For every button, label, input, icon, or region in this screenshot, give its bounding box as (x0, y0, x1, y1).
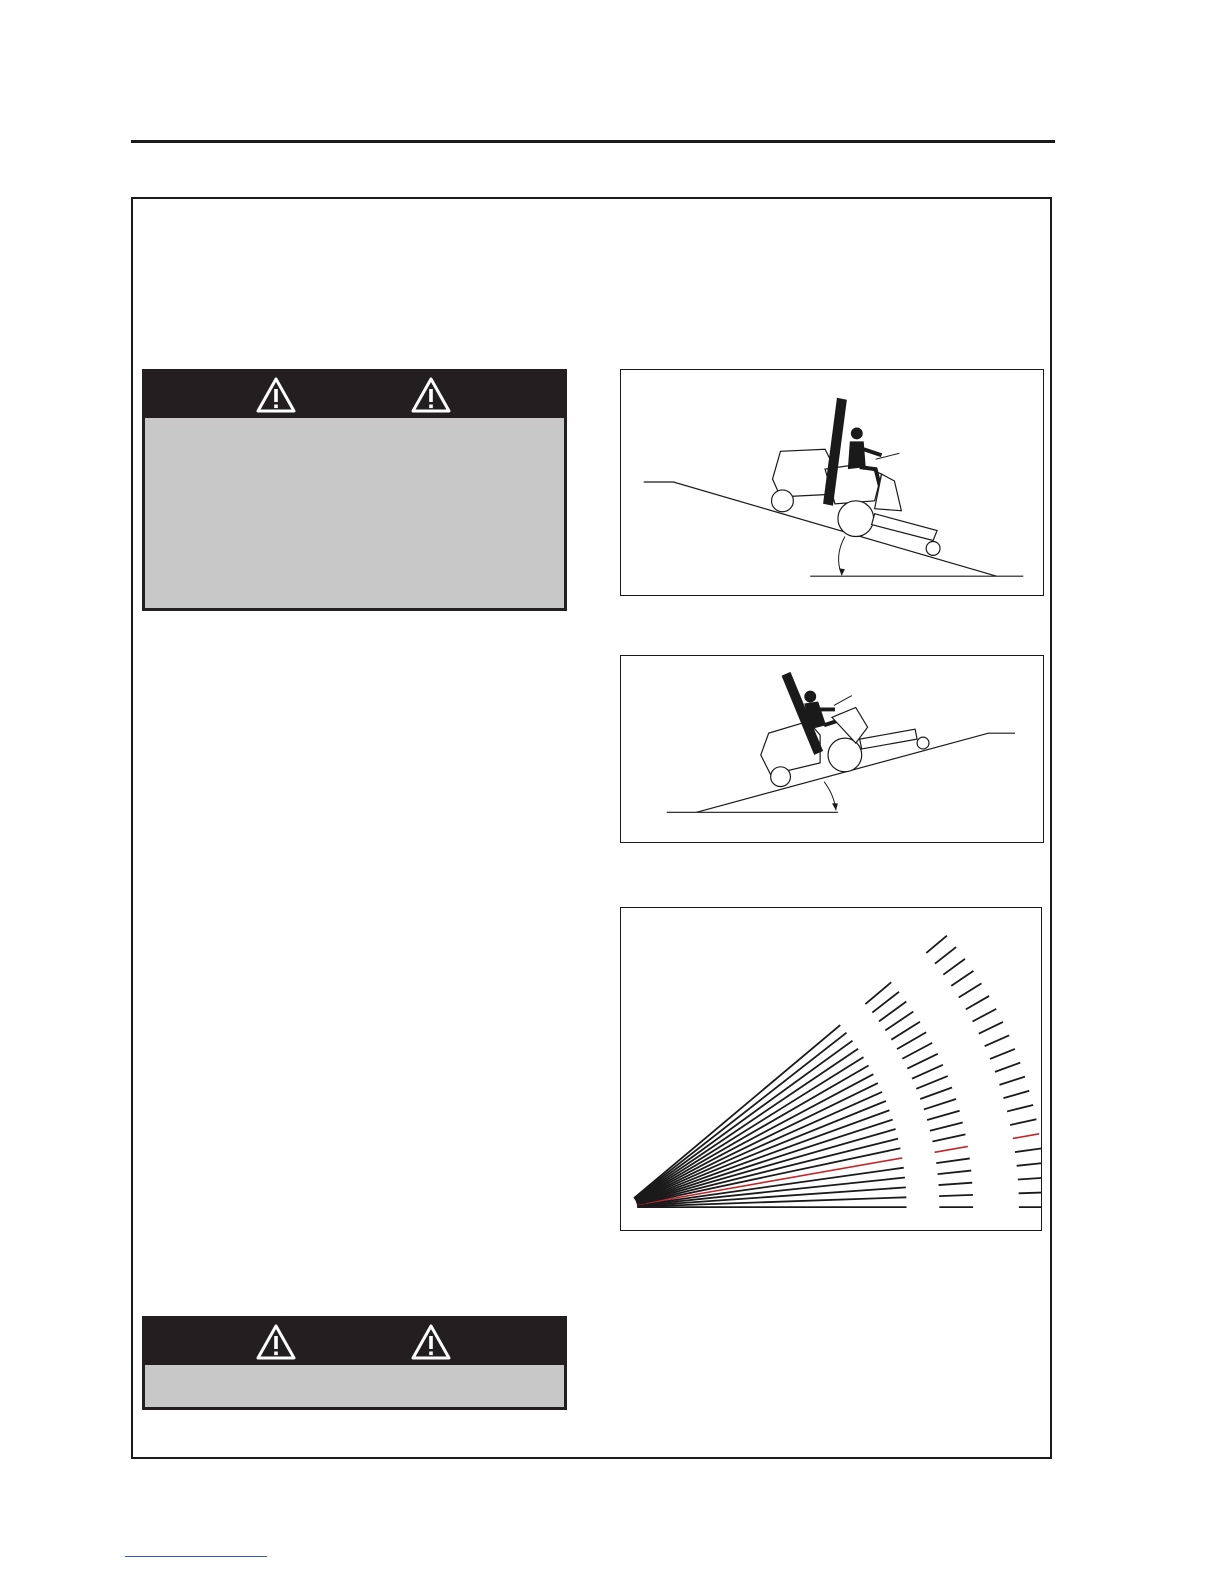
gauge-line (1019, 1192, 1041, 1193)
gauge-line (935, 1146, 968, 1152)
gauge-line (966, 996, 989, 1009)
warning-triangle-icon (255, 1323, 297, 1361)
warning-box-2 (142, 1316, 567, 1410)
gauge-line (999, 1077, 1025, 1085)
header-rule (131, 140, 1055, 143)
figure-downhill-slope (620, 369, 1044, 596)
gauge-line (995, 1063, 1020, 1072)
gauge-line (927, 1111, 959, 1120)
gauge-line (924, 1099, 956, 1109)
gauge-line (1015, 1148, 1041, 1152)
gauge-line (939, 1183, 973, 1185)
warning-header-bar (145, 372, 564, 418)
slope-gauge-illustration (621, 908, 1041, 1230)
gauge-line (916, 1076, 947, 1089)
gauge-line (1010, 1119, 1036, 1125)
gauge-line (1018, 1178, 1041, 1180)
gauge-line (902, 1043, 932, 1059)
gauge-line (1013, 1134, 1039, 1139)
gauge-line (938, 1171, 972, 1175)
gauge-line (926, 936, 947, 953)
gauge-line (932, 1134, 965, 1141)
gauge-line (973, 1009, 997, 1022)
footer-link-underline[interactable] (125, 1556, 267, 1557)
gauge-line (897, 1032, 926, 1049)
warning-triangle-icon (410, 1323, 452, 1361)
mower-downhill-illustration (621, 370, 1043, 595)
gauge-line (912, 1065, 943, 1079)
warning-triangle-icon (410, 376, 452, 414)
warning-box-1 (142, 369, 567, 611)
gauge-line (935, 947, 956, 964)
gauge-line (943, 959, 965, 975)
gauge-line (959, 983, 982, 997)
gauge-line (930, 1122, 963, 1130)
figure-slope-gauge (620, 907, 1042, 1231)
gauge-line (985, 1035, 1010, 1046)
warning-triangle-icon (255, 376, 297, 414)
gauge-line (1007, 1105, 1033, 1111)
gauge-line (907, 1054, 937, 1069)
warning-header-bar (145, 1319, 564, 1365)
gauge-line (990, 1049, 1015, 1059)
gauge-line (920, 1087, 952, 1099)
figure-uphill-slope (620, 655, 1044, 843)
gauge-line (936, 1158, 969, 1163)
gauge-line (1004, 1091, 1030, 1098)
gauge-line (1017, 1163, 1041, 1166)
gauge-line (951, 971, 973, 986)
gauge-line (634, 1025, 840, 1198)
gauge-line (636, 1110, 889, 1202)
gauge-line (939, 1195, 973, 1196)
gauge-line (979, 1022, 1003, 1034)
mower-uphill-illustration (621, 656, 1043, 842)
